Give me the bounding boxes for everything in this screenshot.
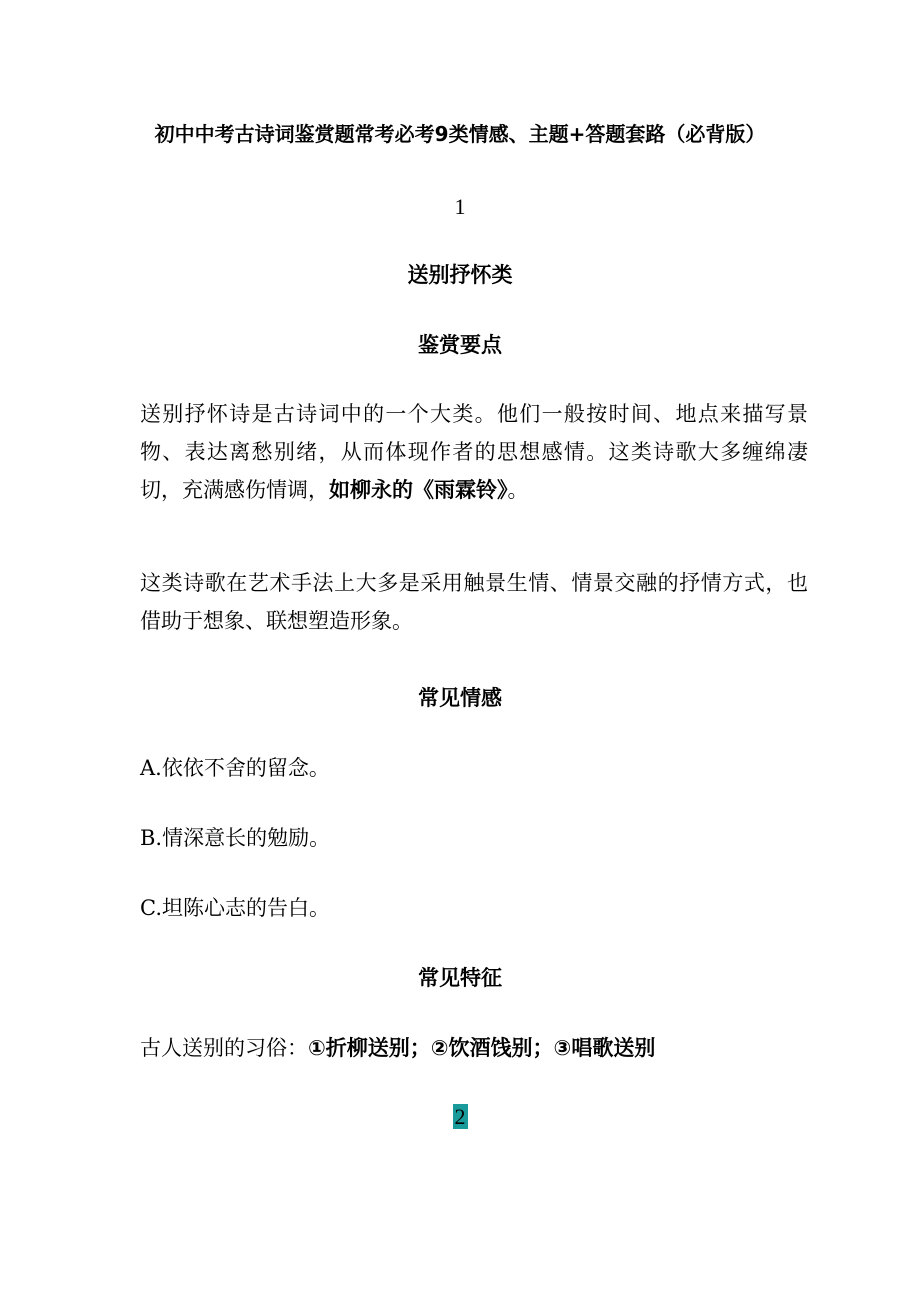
section-number-2-wrapper — [0, 1106, 920, 1128]
paragraph-appreciation-1 — [140, 395, 808, 509]
subheading-emotions: 常见情感 — [418, 686, 502, 710]
subheading-features: 常见特征 — [418, 966, 502, 990]
section-number-1: 1 — [454, 194, 466, 219]
paragraph-appreciation-2: 这类诗歌在艺术手法上大多是采用触景生情、情景交融的抒情方式，也借助于想象、联想塑造形象。 — [140, 571, 808, 633]
customs-line — [140, 1038, 800, 1059]
paragraph-1-text: 送别抒怀诗是古诗词中的一个大类。他们一般按时间、地点来描写景物、表达离愁别绪，从而体现作者的思想感情。这类诗歌大多缠绵凄切，充满感伤情调， — [140, 402, 808, 502]
emotion-item-b: B.情深意长的勉励。 — [140, 826, 331, 850]
customs-prefix: 古人送别的习俗： — [140, 1036, 308, 1060]
section-number-2: 2 — [454, 1104, 466, 1129]
emotion-item-c: C.坦陈心志的告白。 — [140, 896, 330, 920]
paragraph-1-bold-example: 如柳永的《雨霖铃》 — [329, 478, 508, 502]
paragraph-1-end: 。 — [507, 478, 529, 502]
customs-list: ①折柳送别；②饮酒饯别；③唱歌送别 — [308, 1036, 656, 1060]
subheading-appreciation: 鉴赏要点 — [418, 333, 502, 357]
document-title: 初中中考古诗词鉴赏题常考必考9类情感、主题+答题套路（必背版） — [154, 122, 766, 146]
emotion-item-a: A.依依不舍的留念。 — [140, 756, 330, 780]
section-title: 送别抒怀类 — [407, 263, 513, 287]
